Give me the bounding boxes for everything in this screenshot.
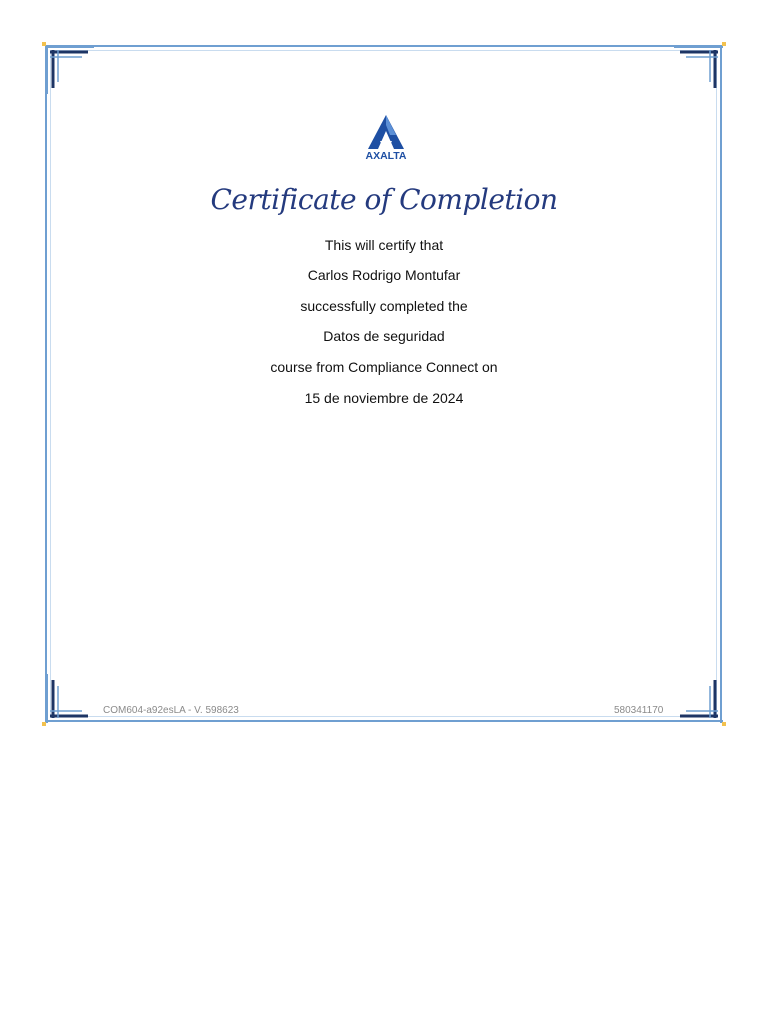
recipient-name: Carlos Rodrigo Montufar — [307, 267, 461, 283]
course-name: Datos de seguridad — [323, 328, 445, 344]
certify-statement: This will certify that — [324, 237, 444, 253]
corner-ornament-icon — [42, 42, 94, 94]
course-code: COM604-a92esLA - V. 598623 — [103, 705, 239, 716]
certificate-number: 580341170 — [614, 705, 664, 716]
completion-statement: successfully completed the — [300, 298, 468, 314]
certificate-title: Certificate of Completion — [210, 183, 558, 216]
completion-date: 15 de noviembre de 2024 — [304, 390, 464, 406]
corner-ornament-icon — [674, 42, 726, 94]
provider-statement: course from Compliance Connect on — [270, 359, 498, 375]
brand-wordmark: AXALTA — [365, 150, 407, 161]
corner-ornament-icon — [674, 674, 726, 726]
axalta-logo — [356, 113, 416, 161]
corner-ornament-icon — [42, 674, 94, 726]
